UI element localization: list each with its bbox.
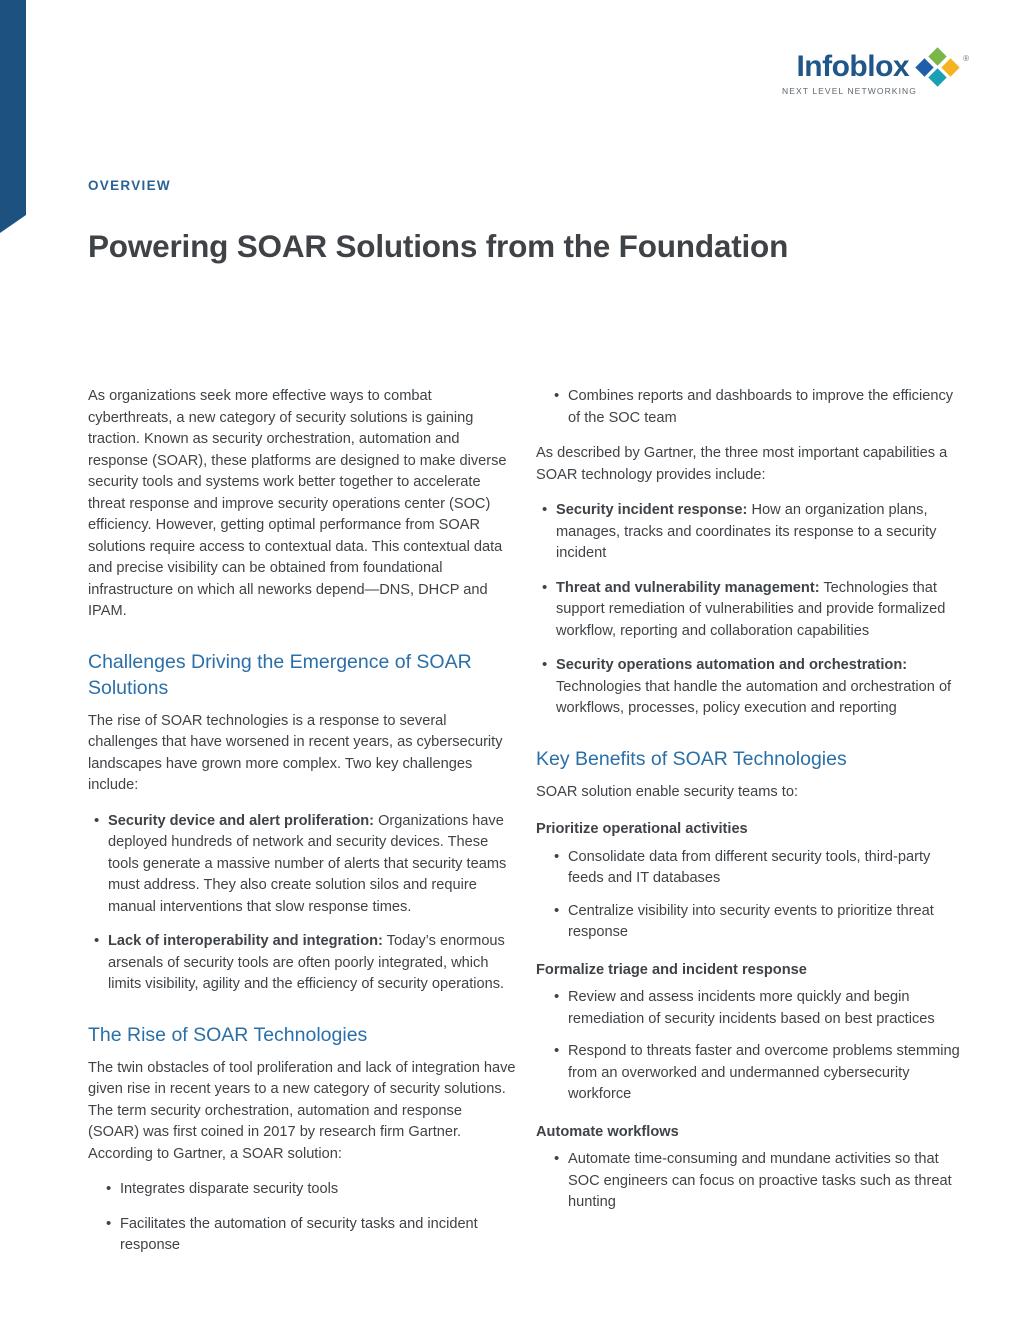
list-item: • Integrates disparate security tools — [100, 1179, 516, 1201]
logo-diamond-mark — [915, 50, 961, 84]
benefit-list-prioritize — [536, 847, 964, 944]
bullet-lead: Security operations automation and orchestration: — [556, 657, 908, 673]
benefit-group-heading-formalize: Formalize triage and incident response — [536, 961, 807, 978]
intro-paragraph: As organizations seek more effective ways to combat cyberthreats, a new category of security solutions is gaining traction. Known as security orchestration, automation and response (SOAR), these platforms are designed to make diverse security tools and systems work better together to accelerate threat response and improve security operations center (SOC) efficiency. However, getting optimal performance from SOAR solutions require access to contextual data. This contextual data and precise visibility can be obtained from foundational infrastructure on which all neworks depend—DNS, DHCP and IPAM. — [88, 388, 507, 619]
bullet-lead: Security device and alert proliferation: — [108, 812, 375, 829]
left-column — [88, 386, 516, 1271]
infoblox-logo — [782, 50, 969, 96]
benefit-group-heading-automate: Automate workflows — [536, 1123, 679, 1140]
section-heading-challenges: Challenges Driving the Emergence of SOAR Solutions — [88, 650, 472, 699]
benefit-group-heading-prioritize: Prioritize operational activities — [536, 821, 748, 837]
list-item: • Respond to threats faster and overcome problems stemming from an overworked and undermanned cybersecurity workforce — [548, 1041, 964, 1106]
rise-paragraph: The twin obstacles of tool proliferation and lack of integration have given rise in recent years to a new category of security solutions. The term security orchestration, automation and response (SOAR) was first coined in 2017 by research firm Gartner. According to Gartner, a SOAR solution: — [88, 1059, 516, 1162]
section-heading-benefits: Key Benefits of SOAR Technologies — [536, 747, 847, 770]
soar-solution-bullet-list — [88, 1179, 516, 1257]
section-heading-rise: The Rise of SOAR Technologies — [88, 1023, 368, 1046]
bullet-text: How an organization plans, manages, tracks and coordinates its response to a security incident — [556, 502, 937, 561]
list-item — [88, 931, 516, 996]
document-eyebrow: OVERVIEW — [88, 178, 171, 193]
decorative-left-bar — [0, 0, 26, 215]
list-item: • Review and assess incidents more quickly and begin remediation of security incidents based on best practices — [548, 987, 964, 1030]
diamond-yellow-right — [941, 58, 959, 76]
right-column — [536, 386, 964, 1228]
list-item: • Automate time-consuming and mundane activities so that SOC engineers can focus on proactive tasks such as threat hunting — [548, 1149, 964, 1214]
list-item: • Facilitates the automation of security tasks and incident response — [100, 1214, 516, 1257]
registered-mark: ® — [963, 54, 969, 63]
logo-row — [782, 50, 969, 84]
challenges-bullet-list — [88, 811, 516, 996]
list-item — [536, 655, 964, 720]
list-item: • Consolidate data from different security tools, third-party feeds and IT databases — [548, 847, 964, 890]
capabilities-bullet-list — [536, 500, 964, 720]
challenges-paragraph: The rise of SOAR technologies is a response to several challenges that have worsened in recent years, as cybersecurity landscapes have grown more complex. Two key challenges include: — [88, 712, 503, 793]
benefits-intro: SOAR solution enable security teams to: — [536, 783, 799, 800]
soar-solution-bullet-list-continued — [536, 386, 964, 429]
bullet-lead: Security incident response: — [556, 502, 748, 518]
list-item: • Centralize visibility into security events to prioritize threat response — [548, 901, 964, 944]
page-title: Powering SOAR Solutions from the Foundation — [88, 228, 789, 264]
gartner-paragraph: As described by Gartner, the three most important capabilities a SOAR technology provides include: — [536, 445, 948, 483]
bullet-text: Technologies that support remediation of vulnerabilities and provide formalized workflow, reporting and collaboration capabilities — [556, 579, 946, 639]
bullet-text: Today’s enormous arsenals of security tools are often poorly integrated, which limits visibility, agility and the efficiency of security operations. — [108, 933, 505, 992]
bullet-text: Technologies that handle the automation and orchestration of workflows, processes, policy execution and reporting — [556, 678, 952, 716]
bullet-lead: Lack of interoperability and integration: — [108, 933, 383, 949]
list-item: • Combines reports and dashboards to improve the efficiency of the SOC team — [548, 386, 964, 429]
bullet-lead: Threat and vulnerability management: — [556, 579, 820, 596]
list-item — [536, 578, 964, 643]
list-item — [536, 500, 964, 565]
bullet-text: Organizations have deployed hundreds of network and security devices. These tools generate a massive number of alerts that security teams must address. They also create solution silos and require manual interventions that slow response times. — [108, 812, 507, 915]
list-item — [88, 811, 516, 919]
logo-wordmark: Infoblox — [796, 50, 910, 83]
benefit-list-automate — [536, 1149, 964, 1214]
benefit-list-formalize — [536, 987, 964, 1106]
logo-tagline: NEXT LEVEL NETWORKING — [781, 86, 917, 96]
